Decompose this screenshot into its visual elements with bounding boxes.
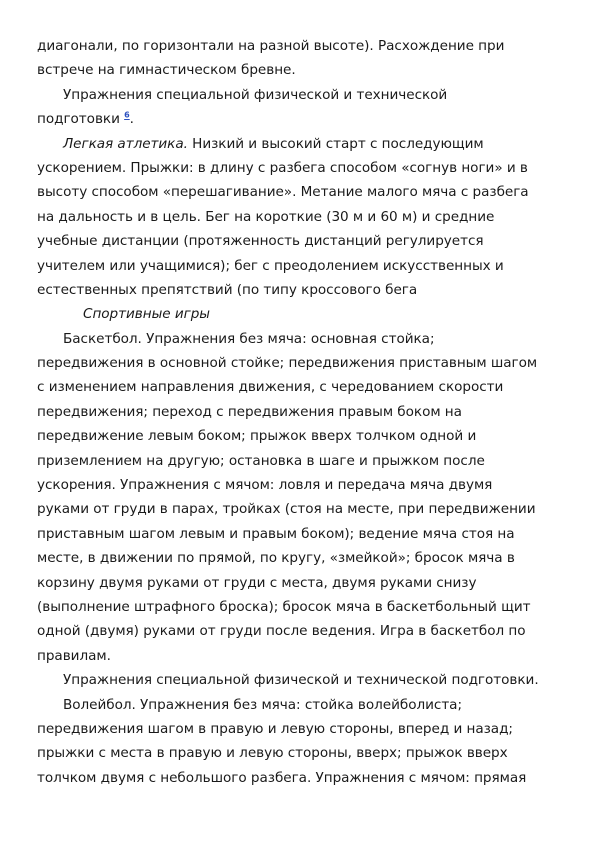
text-line: месте, в движении по прямой, по кругу, «змейкой»; бросок мяча в bbox=[37, 550, 515, 567]
text-line: высоту способом «перешагивание». Метание малого мяча с разбега bbox=[37, 184, 529, 201]
text-line: учебные дистанции (протяженность дистанций регулируется bbox=[37, 233, 484, 250]
document-page bbox=[37, 34, 559, 790]
text-line: передвижения в основной стойке; передвижения приставным шагом bbox=[37, 355, 538, 372]
paragraph-start-line: Волейбол. Упражнения без мяча: стойка волейболиста; bbox=[63, 696, 462, 713]
text-line: приземлением на другую; остановка в шаге и прыжком после bbox=[37, 452, 485, 469]
text-line: одной (двумя) руками от груди после ведения. Игра в баскетбол по bbox=[37, 623, 526, 640]
text-line: с изменением направления движения, с чередованием скорости bbox=[37, 379, 504, 396]
text-line: передвижения шагом в правую и левую стороны, вперед и назад; bbox=[37, 720, 513, 737]
section-heading-line bbox=[37, 107, 559, 131]
athletics-heading: Легкая атлетика. bbox=[63, 135, 188, 152]
text-line: встрече на гимнастическом бревне. bbox=[37, 62, 296, 79]
text-line: естественных препятствий (по типу кроссового бега bbox=[37, 281, 418, 298]
footnote-link[interactable]: 6 bbox=[124, 110, 130, 120]
paragraph-text: Низкий и высокий старт с последующим bbox=[187, 135, 484, 152]
heading-period: . bbox=[129, 111, 134, 128]
text-line: передвижения; переход с передвижения правым боком на bbox=[37, 403, 462, 420]
heading-text: подготовки bbox=[37, 111, 120, 128]
text-line: руками от груди в парах, тройках (стоя на месте, при передвижении bbox=[37, 501, 536, 518]
text-line: учителем или учащимися); бег с преодолением искусственных и bbox=[37, 257, 504, 274]
text-line: диагонали, по горизонтали на разной высоте). Расхождение при bbox=[37, 38, 505, 54]
text-line: корзину двумя руками от груди с места, двумя руками снизу bbox=[37, 574, 477, 591]
text-line: толчком двумя с небольшого разбега. Упражнения с мячом: прямая bbox=[37, 769, 527, 786]
section-heading-line: Упражнения специальной физической и технической подготовки. bbox=[63, 672, 539, 689]
text-line: правилам. bbox=[37, 647, 111, 664]
text-line: ускорением. Прыжки: в длину с разбега способом «согнув ноги» и в bbox=[37, 159, 528, 176]
text-line: передвижение левым боком; прыжок вверх толчком одной и bbox=[37, 428, 477, 445]
text-line: ускорения. Упражнения с мячом: ловля и передача мяча двумя bbox=[37, 477, 493, 494]
paragraph-start-line: Баскетбол. Упражнения без мяча: основная стойка; bbox=[63, 330, 435, 347]
text-line: на дальность и в цель. Бег на короткие (30 м и 60 м) и средние bbox=[37, 208, 495, 225]
text-line: (выполнение штрафного броска); бросок мяча в баскетбольный щит bbox=[37, 598, 531, 615]
paragraph-start-line bbox=[37, 132, 559, 156]
text-line: прыжки с места в правую и левую стороны, вверх; прыжок вверх bbox=[37, 745, 508, 762]
section-heading-line: Упражнения специальной физической и технической bbox=[63, 86, 448, 103]
text-line: приставным шагом левым и правым боком); ведение мяча стоя на bbox=[37, 525, 515, 542]
sport-games-heading: Спортивные игры bbox=[83, 306, 210, 323]
